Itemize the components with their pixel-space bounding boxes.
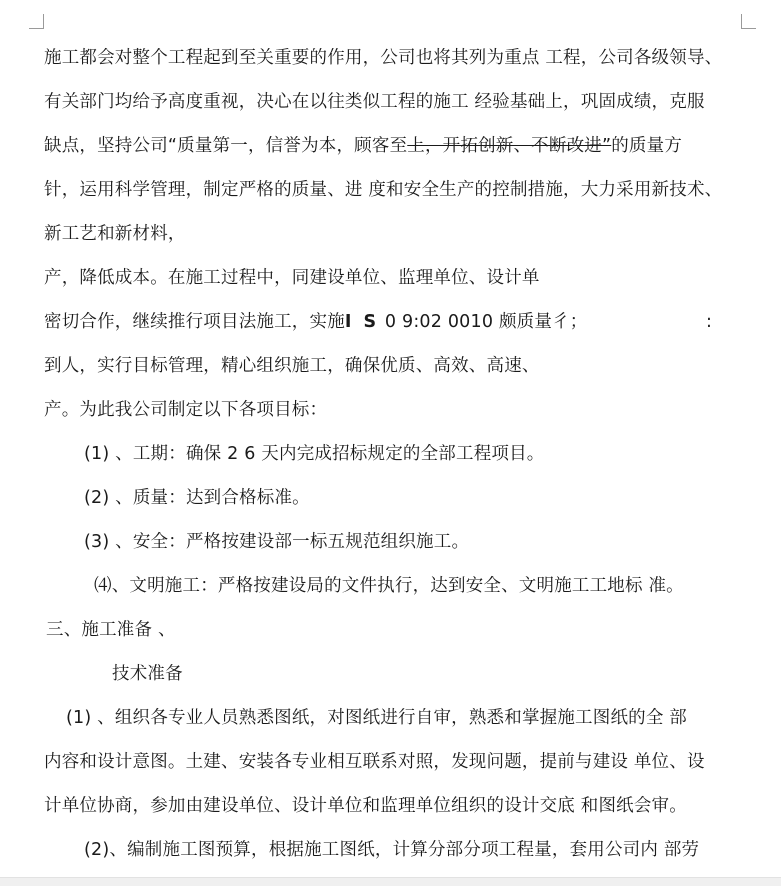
item2-line1: (2)、编制施工图预算，根据施工图纸，计算分部分项工程量，套用公司内 部劳	[84, 840, 700, 860]
paragraph2-line3: 到人，实行目标管理，精心组织施工，确保优质、高效、高速、	[44, 356, 540, 376]
item1-line1: (1) 、组织各专业人员熟悉图纸，对图纸进行自审，熟悉和掌握施工图纸的全 部	[66, 708, 688, 728]
crop-mark-top-left	[29, 14, 44, 29]
paragraph2-line1: 产，降低成本。在施工过程中，同建设单位、监理单位、设计单	[44, 268, 540, 288]
paragraph1-line3-end: 的质量方	[611, 136, 683, 156]
item1-line3: 计单位协商，参加由建设单位、设计单位和监理单位组织的设计交底 和图纸会审。	[44, 796, 687, 816]
item1-line2: 内容和设计意图。土建、安装各专业相互联系对照，发现问题，提前与建设 单位、设	[44, 752, 705, 772]
subheading: 技术准备	[112, 664, 183, 684]
paragraph2-line4: 产。为此我公司制定以下各项目标：	[44, 400, 328, 420]
paragraph2-line2	[44, 310, 587, 334]
paragraph1-line3-text: 缺点，坚持公司“质量第一，信誉为本，顾客至	[44, 136, 408, 156]
paragraph1-line1: 施工都会对整个工程起到至关重要的作用，公司也将其列为重点 工程，公司各级领导、	[44, 48, 723, 68]
goal-item: (2) 、质量：达到合格标准。	[84, 488, 310, 508]
struck-text: 上，开拓创新、不断改进”	[407, 136, 612, 156]
stray-colon: :	[706, 312, 713, 332]
goal-item: (1) 、工期：确保 2 6 天内完成招标规定的全部工程项目。	[84, 444, 545, 464]
goal-item: ⑷、文明施工：严格按建设局的文件执行，达到安全、文明施工工地标 准。	[94, 576, 684, 596]
iso-number-text: 0 9:02 0010 颇质量彳；	[379, 312, 588, 332]
goal-item: (3) 、安全：严格按建设部一标五规范组织施工。	[84, 532, 470, 552]
iso-mark: I S	[344, 312, 380, 332]
paragraph1-line3	[44, 134, 682, 158]
paragraph1-line2: 有关部门均给予高度重视，决心在以往类似工程的施工 经验基础上，巩固成绩，克服	[44, 92, 705, 112]
paragraph1-line4: 针，运用科学管理，制定严格的质量、进 度和安全生产的控制措施，大力采用新技术、	[44, 180, 723, 200]
section-heading: 三、施工准备 、	[46, 620, 176, 640]
paragraph1-line5: 新工艺和新材料，	[44, 224, 186, 244]
paragraph2-line2-text: 密切合作，继续推行项目法施工，实施	[44, 312, 345, 332]
crop-mark-top-right	[741, 14, 756, 29]
